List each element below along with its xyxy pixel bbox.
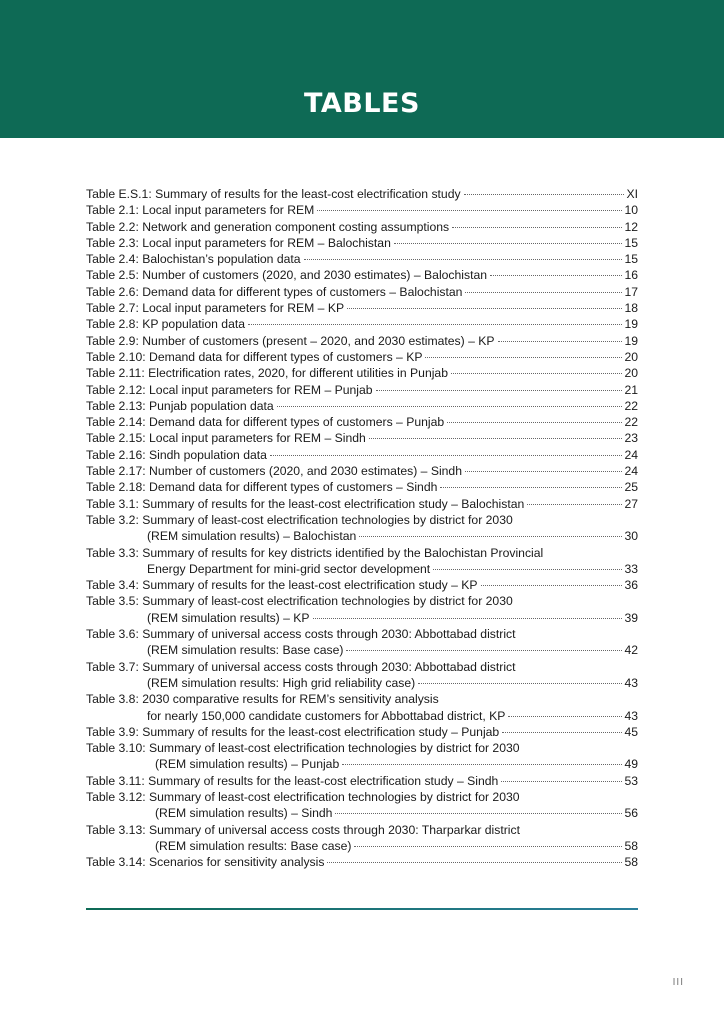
dot-leader [451,373,622,374]
dot-leader [481,585,623,586]
toc-entry[interactable] [86,349,638,365]
dot-leader [433,569,622,570]
toc-entry[interactable] [86,740,638,773]
dot-leader [346,650,622,651]
toc-entry-title: Table 3.12: Summary of least-cost electrification technologies by district for 2030 [86,789,520,804]
toc-entry-page: 16 [624,268,638,283]
toc-entry-page: 22 [624,415,638,430]
toc-entry-page: 12 [624,219,638,234]
toc-entry-page: 42 [624,643,638,658]
toc-entry[interactable] [86,284,638,300]
toc-entry-title: Table E.S.1: Summary of results for the least-cost electrification study [86,187,461,201]
toc-entry[interactable] [86,267,638,283]
toc-entry[interactable] [86,512,638,545]
toc-entry[interactable] [86,789,638,822]
toc-entry-title: Table 2.9: Number of customers (present – 2020, and 2030 estimates) – KP [86,333,495,348]
toc-entry[interactable] [86,479,638,495]
toc-entry-title: Table 3.14: Scenarios for sensitivity analysis [86,855,325,870]
toc-entry-page: 18 [624,301,638,316]
dot-leader [447,422,622,423]
toc-entry-page: 15 [624,235,638,250]
toc-entry-title-continued: Energy Department for mini-grid sector development [147,561,431,576]
toc-entry-title: Table 3.9: Summary of results for the least-cost electrification study – Punjab [86,724,500,739]
dot-leader [327,862,622,863]
toc-entry-page: 33 [624,561,638,576]
toc-entry-page: 20 [624,349,638,364]
toc-entry-page: 17 [624,284,638,299]
toc-entry[interactable] [86,414,638,430]
dot-leader [465,471,622,472]
toc-entry[interactable] [86,463,638,479]
dot-leader [440,487,622,488]
toc-entry[interactable] [86,430,638,446]
toc-entry-title: Table 3.6: Summary of universal access costs through 2030: Abbottabad district [86,627,516,642]
toc-entry-title: Table 3.13: Summary of universal access costs through 2030: Tharparkar district [86,822,520,837]
toc-entry-title: Table 3.5: Summary of least-cost electrification technologies by district for 2030 [86,594,513,609]
toc-entry[interactable] [86,724,638,740]
toc-entry-page: 30 [624,529,638,544]
toc-entry-page: 27 [624,496,638,511]
dot-leader [359,536,622,537]
dot-leader [498,341,623,342]
toc-entry-page: 10 [624,203,638,218]
toc-entry[interactable] [86,300,638,316]
toc-entry[interactable] [86,545,638,578]
toc-entry-title: Table 2.15: Local input parameters for REM – Sindh [86,431,366,446]
dot-leader [342,764,622,765]
dot-leader [376,390,623,391]
toc-entry[interactable] [86,365,638,381]
toc-entry-title: Table 2.17: Number of customers (2020, and 2030 estimates) – Sindh [86,464,462,479]
dot-leader [465,292,622,293]
toc-entry-title: Table 2.7: Local input parameters for REM – KP [86,301,345,316]
toc-entry-page: 22 [624,398,638,413]
toc-entry[interactable] [86,577,638,593]
toc-entry[interactable] [86,447,638,463]
dot-leader [317,210,622,211]
dot-leader [270,455,623,456]
dot-leader [418,683,622,684]
dot-leader [354,846,622,847]
toc-entry-page: 24 [624,447,638,462]
toc-entry-title-continued: (REM simulation results) – Punjab [155,757,340,772]
toc-entry-title: Table 2.13: Punjab population data [86,398,274,413]
toc-entry[interactable] [86,333,638,349]
toc-entry-page: 24 [624,464,638,479]
dot-leader [394,243,623,244]
toc-entry-page: 45 [624,724,638,739]
toc-entry-title: Table 2.14: Demand data for different types of customers – Punjab [86,415,445,430]
toc-entry-title-continued: (REM simulation results: Base case) [147,643,344,658]
toc-entry-title-continued: (REM simulation results) – Balochistan [147,529,357,544]
dot-leader [452,227,622,228]
toc-entry[interactable] [86,854,638,870]
toc-entry[interactable] [86,316,638,332]
toc-entry-page: 39 [624,610,638,625]
dot-leader [508,716,622,717]
toc-entry-title: Table 3.1: Summary of results for the least-cost electrification study – Balochistan [86,496,525,511]
dot-leader [335,813,622,814]
dot-leader [248,324,622,325]
toc-entry-title: Table 2.2: Network and generation component costing assumptions [86,219,450,234]
toc-entry[interactable] [86,659,638,692]
dot-leader [347,308,622,309]
divider [86,908,638,910]
toc-entry-title: Table 2.5: Number of customers (2020, and 2030 estimates) – Balochistan [86,268,488,283]
toc-entry[interactable] [86,691,638,724]
toc-entry-title: Table 3.11: Summary of results for the least-cost electrification study – Sindh [86,773,499,788]
toc-entry-page: 49 [624,757,638,772]
dot-leader [490,275,622,276]
dot-leader [313,618,623,619]
toc-entry-title: Table 2.18: Demand data for different types of customers – Sindh [86,480,438,495]
toc-entry-title: Table 3.3: Summary of results for key districts identified by the Balochistan Provincial [86,545,544,560]
toc-entry-title: Table 2.10: Demand data for different types of customers – KP [86,349,423,364]
toc-entry-title: Table 2.12: Local input parameters for REM – Punjab [86,382,373,397]
toc-entry-page: 21 [624,382,638,397]
toc-entry-title: Table 2.4: Balochistan’s population data [86,252,301,267]
dot-leader [502,732,622,733]
toc-entry-page: 25 [624,480,638,495]
toc-entry[interactable] [86,496,638,512]
toc-entry-title-continued: (REM simulation results: High grid reliability case) [147,675,416,690]
toc-entry-page: 20 [624,366,638,381]
toc-entry-title: Table 3.2: Summary of least-cost electrification technologies by district for 2030 [86,512,513,527]
toc-entry-title: Table 2.11: Electrification rates, 2020, for different utilities in Punjab [86,366,448,381]
toc-entry[interactable] [86,219,638,235]
toc-entry-page: 36 [624,578,638,593]
toc-entry-page: XI [626,187,638,201]
toc-entry-title: Table 3.8: 2030 comparative results for REM’s sensitivity analysis [86,692,439,707]
dot-leader [369,438,623,439]
page-number: III [672,977,684,988]
toc-entry[interactable] [86,235,638,251]
toc-entry-title: Table 2.16: Sindh population data [86,447,267,462]
dot-leader [277,406,623,407]
toc-entry-title-continued: (REM simulation results: Base case) [155,838,352,853]
toc-entry-title-continued: for nearly 150,000 candidate customers for Abbottabad district, KP [147,708,506,723]
table-list [86,186,638,870]
toc-entry-title-continued: (REM simulation results) – Sindh [155,806,333,821]
dot-leader [425,357,622,358]
toc-entry-title: Table 3.10: Summary of least-cost electrification technologies by district for 2030 [86,741,520,756]
dot-leader [527,504,622,505]
toc-entry-title: Table 2.8: KP population data [86,317,246,332]
toc-entry[interactable] [86,186,638,202]
toc-entry-title: Table 3.4: Summary of results for the least-cost electrification study – KP [86,578,478,593]
dot-leader [304,259,623,260]
toc-entry-title-continued: (REM simulation results) – KP [147,610,310,625]
toc-entry[interactable] [86,773,638,789]
toc-entry[interactable] [86,593,638,626]
toc-entry-page: 53 [624,773,638,788]
header-band [0,0,724,138]
toc-entry-page: 15 [624,252,638,267]
toc-entry-title: Table 2.6: Demand data for different types of customers – Balochistan [86,284,463,299]
page-title: TABLES [304,88,420,119]
toc-entry[interactable] [86,251,638,267]
toc-entry-page: 58 [624,838,638,853]
toc-entry[interactable] [86,202,638,218]
toc-entry[interactable] [86,626,638,659]
toc-entry-title: Table 2.3: Local input parameters for REM – Balochistan [86,235,391,250]
toc-entry-page: 19 [624,333,638,348]
toc-entry-page: 19 [624,317,638,332]
dot-leader [464,194,625,195]
toc-entry-title: Table 2.1: Local input parameters for REM [86,203,315,218]
toc-entry-page: 56 [624,806,638,821]
toc-entry-page: 23 [624,431,638,446]
toc-entry[interactable] [86,382,638,398]
toc-entry[interactable] [86,822,638,855]
toc-entry-title: Table 3.7: Summary of universal access costs through 2030: Abbottabad district [86,659,516,674]
toc-entry-page: 58 [624,855,638,870]
toc-entry[interactable] [86,398,638,414]
toc-entry-page: 43 [624,675,638,690]
dot-leader [501,781,622,782]
toc-entry-page: 43 [624,708,638,723]
